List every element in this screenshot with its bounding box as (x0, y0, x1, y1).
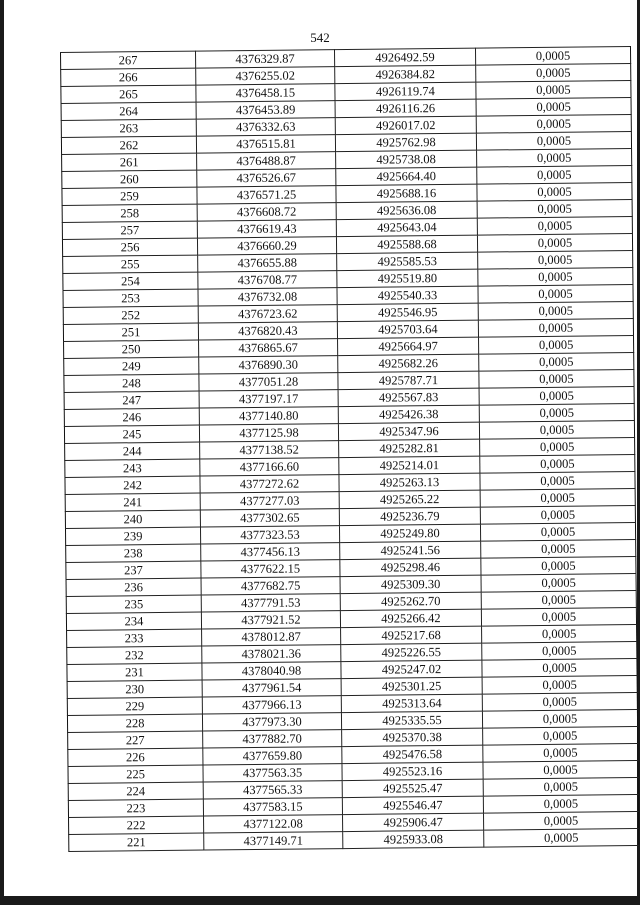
x-coordinate-cell: 4376865.67 (199, 339, 338, 357)
y-coordinate-cell: 4925519.80 (337, 269, 478, 287)
coordinates-table-wrapper (60, 46, 621, 867)
x-coordinate-cell: 4377323.53 (200, 526, 339, 544)
x-coordinate-cell: 4377051.28 (199, 373, 338, 391)
x-coordinate-cell: 4376571.25 (197, 186, 336, 204)
accuracy-cell: 0,0005 (483, 726, 638, 745)
y-coordinate-cell: 4925933.08 (343, 830, 484, 848)
point-number-cell: 229 (67, 697, 202, 715)
y-coordinate-cell: 4925313.64 (341, 694, 482, 712)
x-coordinate-cell: 4376820.43 (198, 322, 337, 340)
point-number-cell: 240 (65, 510, 200, 528)
y-coordinate-cell: 4925347.96 (338, 422, 479, 440)
point-number-cell: 255 (63, 255, 198, 273)
accuracy-cell: 0,0005 (478, 251, 633, 270)
x-coordinate-cell: 4377302.65 (200, 509, 339, 527)
x-coordinate-cell: 4376526.67 (197, 169, 336, 187)
y-coordinate-cell: 4925241.56 (340, 541, 481, 559)
y-coordinate-cell: 4925426.38 (338, 405, 479, 423)
point-number-cell: 251 (63, 323, 198, 341)
y-coordinate-cell: 4925236.79 (339, 507, 480, 525)
point-number-cell: 262 (61, 136, 196, 154)
y-coordinate-cell: 4926116.26 (335, 99, 476, 117)
x-coordinate-cell: 4377456.13 (201, 543, 340, 561)
x-coordinate-cell: 4377882.70 (203, 730, 342, 748)
point-number-cell: 238 (66, 544, 201, 562)
accuracy-cell: 0,0005 (482, 709, 637, 728)
y-coordinate-cell: 4925738.08 (336, 150, 477, 168)
y-coordinate-cell: 4925226.55 (341, 643, 482, 661)
x-coordinate-cell: 4378040.98 (202, 662, 341, 680)
point-number-cell: 267 (61, 51, 196, 69)
y-coordinate-cell: 4925567.83 (338, 388, 479, 406)
point-number-cell: 250 (64, 340, 199, 358)
accuracy-cell: 0,0005 (477, 234, 632, 253)
y-coordinate-cell: 4926384.82 (335, 65, 476, 83)
point-number-cell: 261 (62, 153, 197, 171)
y-coordinate-cell: 4925688.16 (336, 184, 477, 202)
accuracy-cell: 0,0005 (482, 658, 637, 677)
accuracy-cell: 0,0005 (478, 285, 633, 304)
x-coordinate-cell: 4376708.77 (198, 271, 337, 289)
y-coordinate-cell: 4925370.38 (342, 728, 483, 746)
x-coordinate-cell: 4377122.08 (204, 815, 343, 833)
x-coordinate-cell: 4377125.98 (199, 424, 338, 442)
point-number-cell: 226 (68, 748, 203, 766)
y-coordinate-cell: 4925249.80 (339, 524, 480, 542)
point-number-cell: 243 (65, 459, 200, 477)
y-coordinate-cell: 4925335.55 (341, 711, 482, 729)
accuracy-cell: 0,0005 (481, 573, 636, 592)
y-coordinate-cell: 4925523.16 (342, 762, 483, 780)
coordinates-table-body (61, 47, 639, 852)
y-coordinate-cell: 4925265.22 (339, 490, 480, 508)
x-coordinate-cell: 4377166.60 (200, 458, 339, 476)
accuracy-cell: 0,0005 (481, 607, 636, 626)
y-coordinate-cell: 4925546.47 (342, 796, 483, 814)
x-coordinate-cell: 4376723.62 (198, 305, 337, 323)
point-number-cell: 248 (64, 374, 199, 392)
accuracy-cell: 0,0005 (480, 522, 635, 541)
x-coordinate-cell: 4376890.30 (199, 356, 338, 374)
accuracy-cell: 0,0005 (482, 641, 637, 660)
point-number-cell: 225 (68, 765, 203, 783)
accuracy-cell: 0,0005 (480, 438, 635, 457)
y-coordinate-cell: 4925664.97 (338, 337, 479, 355)
point-number-cell: 222 (69, 816, 204, 834)
accuracy-cell: 0,0005 (476, 115, 631, 134)
y-coordinate-cell: 4925546.95 (337, 303, 478, 321)
point-number-cell: 241 (65, 493, 200, 511)
x-coordinate-cell: 4376453.89 (196, 101, 335, 119)
point-number-cell: 221 (69, 833, 204, 851)
x-coordinate-cell: 4377138.52 (200, 441, 339, 459)
y-coordinate-cell: 4925585.53 (337, 252, 478, 270)
y-coordinate-cell: 4925643.04 (336, 218, 477, 236)
point-number-cell: 256 (62, 238, 197, 256)
point-number-cell: 231 (67, 663, 202, 681)
accuracy-cell: 0,0005 (481, 539, 636, 558)
point-number-cell: 260 (62, 170, 197, 188)
accuracy-cell: 0,0005 (479, 404, 634, 423)
accuracy-cell: 0,0005 (479, 421, 634, 440)
point-number-cell: 263 (61, 119, 196, 137)
accuracy-cell: 0,0005 (476, 132, 631, 151)
x-coordinate-cell: 4376608.72 (197, 203, 336, 221)
y-coordinate-cell: 4925636.08 (336, 201, 477, 219)
coordinates-table (60, 46, 639, 852)
point-number-cell: 236 (66, 578, 201, 596)
accuracy-cell: 0,0005 (476, 81, 631, 100)
accuracy-cell: 0,0005 (477, 200, 632, 219)
x-coordinate-cell: 4377682.75 (201, 577, 340, 595)
x-coordinate-cell: 4376515.81 (196, 135, 335, 153)
point-number-cell: 246 (64, 408, 199, 426)
point-number-cell: 254 (63, 272, 198, 290)
x-coordinate-cell: 4377973.30 (202, 713, 341, 731)
x-coordinate-cell: 4377272.62 (200, 475, 339, 493)
accuracy-cell: 0,0005 (478, 319, 633, 338)
accuracy-cell: 0,0005 (483, 811, 638, 830)
point-number-cell: 234 (66, 612, 201, 630)
y-coordinate-cell: 4925262.70 (340, 592, 481, 610)
point-number-cell: 258 (62, 204, 197, 222)
accuracy-cell: 0,0005 (479, 336, 634, 355)
y-coordinate-cell: 4925301.25 (341, 677, 482, 695)
x-coordinate-cell: 4376332.63 (196, 118, 335, 136)
y-coordinate-cell: 4925906.47 (343, 813, 484, 831)
accuracy-cell: 0,0005 (477, 217, 632, 236)
y-coordinate-cell: 4925282.81 (339, 439, 480, 457)
accuracy-cell: 0,0005 (479, 387, 634, 406)
y-coordinate-cell: 4925309.30 (340, 575, 481, 593)
point-number-cell: 245 (64, 425, 199, 443)
y-coordinate-cell: 4925214.01 (339, 456, 480, 474)
y-coordinate-cell: 4925762.98 (335, 133, 476, 151)
y-coordinate-cell: 4925217.68 (341, 626, 482, 644)
point-number-cell: 242 (65, 476, 200, 494)
x-coordinate-cell: 4377565.33 (203, 781, 342, 799)
accuracy-cell: 0,0005 (482, 675, 637, 694)
x-coordinate-cell: 4377921.52 (201, 611, 340, 629)
x-coordinate-cell: 4376732.08 (198, 288, 337, 306)
accuracy-cell: 0,0005 (475, 47, 630, 66)
accuracy-cell: 0,0005 (481, 556, 636, 575)
x-coordinate-cell: 4376488.87 (197, 152, 336, 170)
y-coordinate-cell: 4925266.42 (340, 609, 481, 627)
point-number-cell: 223 (68, 799, 203, 817)
x-coordinate-cell: 4377563.35 (203, 764, 342, 782)
x-coordinate-cell: 4377961.54 (202, 679, 341, 697)
accuracy-cell: 0,0005 (477, 166, 632, 185)
y-coordinate-cell: 4925525.47 (342, 779, 483, 797)
accuracy-cell: 0,0005 (482, 624, 637, 643)
y-coordinate-cell: 4926119.74 (335, 82, 476, 100)
y-coordinate-cell: 4925247.02 (341, 660, 482, 678)
x-coordinate-cell: 4376619.43 (197, 220, 336, 238)
y-coordinate-cell: 4925476.58 (342, 745, 483, 763)
y-coordinate-cell: 4926492.59 (334, 48, 475, 66)
accuracy-cell: 0,0005 (481, 590, 636, 609)
y-coordinate-cell: 4925787.71 (338, 371, 479, 389)
x-coordinate-cell: 4378021.36 (202, 645, 341, 663)
accuracy-cell: 0,0005 (482, 692, 637, 711)
accuracy-cell: 0,0005 (478, 302, 633, 321)
accuracy-cell: 0,0005 (483, 777, 638, 796)
y-coordinate-cell: 4925703.64 (337, 320, 478, 338)
y-coordinate-cell: 4925263.13 (339, 473, 480, 491)
y-coordinate-cell: 4925540.33 (337, 286, 478, 304)
scan-edge-left (0, 0, 4, 905)
accuracy-cell: 0,0005 (480, 455, 635, 474)
x-coordinate-cell: 4378012.87 (202, 628, 341, 646)
page-number: 542 (310, 30, 330, 45)
y-coordinate-cell: 4925664.40 (336, 167, 477, 185)
point-number-cell: 227 (68, 731, 203, 749)
point-number-cell: 259 (62, 187, 197, 205)
accuracy-cell: 0,0005 (479, 370, 634, 389)
y-coordinate-cell: 4925298.46 (340, 558, 481, 576)
point-number-cell: 247 (64, 391, 199, 409)
x-coordinate-cell: 4376255.02 (196, 67, 335, 85)
point-number-cell: 239 (65, 527, 200, 545)
y-coordinate-cell: 4926017.02 (335, 116, 476, 134)
accuracy-cell: 0,0005 (477, 183, 632, 202)
accuracy-cell: 0,0005 (484, 828, 639, 847)
x-coordinate-cell: 4377622.15 (201, 560, 340, 578)
x-coordinate-cell: 4377791.53 (201, 594, 340, 612)
x-coordinate-cell: 4377149.71 (204, 832, 343, 850)
x-coordinate-cell: 4377583.15 (203, 798, 342, 816)
accuracy-cell: 0,0005 (483, 760, 638, 779)
accuracy-cell: 0,0005 (478, 268, 633, 287)
point-number-cell: 266 (61, 68, 196, 86)
y-coordinate-cell: 4925682.26 (338, 354, 479, 372)
point-number-cell: 235 (66, 595, 201, 613)
accuracy-cell: 0,0005 (477, 149, 632, 168)
point-number-cell: 265 (61, 85, 196, 103)
x-coordinate-cell: 4377659.80 (203, 747, 342, 765)
point-number-cell: 228 (67, 714, 202, 732)
accuracy-cell: 0,0005 (476, 64, 631, 83)
point-number-cell: 224 (68, 782, 203, 800)
accuracy-cell: 0,0005 (483, 794, 638, 813)
point-number-cell: 232 (67, 646, 202, 664)
x-coordinate-cell: 4376458.15 (196, 84, 335, 102)
point-number-cell: 230 (67, 680, 202, 698)
x-coordinate-cell: 4376329.87 (195, 50, 334, 68)
x-coordinate-cell: 4376660.29 (197, 237, 336, 255)
point-number-cell: 252 (63, 306, 198, 324)
point-number-cell: 249 (64, 357, 199, 375)
accuracy-cell: 0,0005 (480, 489, 635, 508)
point-number-cell: 253 (63, 289, 198, 307)
point-number-cell: 237 (66, 561, 201, 579)
point-number-cell: 264 (61, 102, 196, 120)
y-coordinate-cell: 4925588.68 (336, 235, 477, 253)
scan-edge-bottom (0, 896, 640, 905)
point-number-cell: 244 (65, 442, 200, 460)
x-coordinate-cell: 4377277.03 (200, 492, 339, 510)
accuracy-cell: 0,0005 (479, 353, 634, 372)
x-coordinate-cell: 4377966.13 (202, 696, 341, 714)
point-number-cell: 257 (62, 221, 197, 239)
accuracy-cell: 0,0005 (480, 472, 635, 491)
x-coordinate-cell: 4377140.80 (199, 407, 338, 425)
accuracy-cell: 0,0005 (483, 743, 638, 762)
x-coordinate-cell: 4377197.17 (199, 390, 338, 408)
accuracy-cell: 0,0005 (480, 506, 635, 525)
accuracy-cell: 0,0005 (476, 98, 631, 117)
point-number-cell: 233 (67, 629, 202, 647)
x-coordinate-cell: 4376655.88 (198, 254, 337, 272)
